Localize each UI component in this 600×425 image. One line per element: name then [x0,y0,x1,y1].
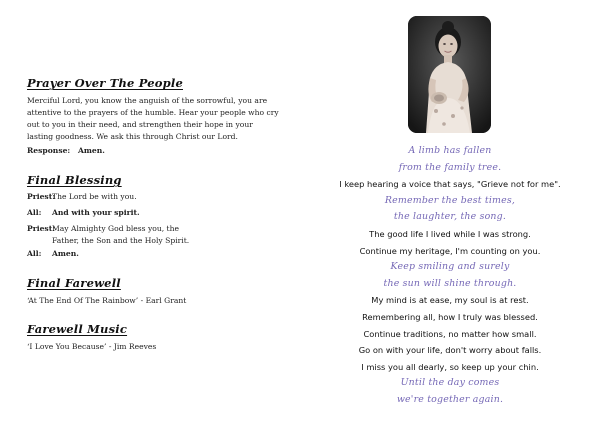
blessing-line-text: The Lord be with you. [52,192,137,201]
poem-line: The good life I lived while I was strong. [369,228,531,239]
blessing-line-label: All: [27,249,42,258]
portrait-image [408,16,491,133]
poem-line: Continue my heritage, I'm counting on you. [359,245,541,256]
blessing-line-text: And with your spirit. [52,208,140,217]
blessing-line-label: All: [27,208,42,217]
prayer-body: Merciful Lord, you know the anguish of the sorrowful, you are attentive to the prayers of the humble. Hear your people who cry out to you in their need, and strengthen their hope in your lasting goodness. We ask this through Christ our Lord. [27,96,279,141]
poem-line: from the family tree. [398,161,502,173]
poem [300,143,600,409]
poem-line: I keep hearing a voice that says, "Grieve not for me". [339,179,561,190]
blessing-line [27,191,279,203]
poem-line: Until the day comes [400,377,500,389]
poem-line: My mind is at ease, my soul is at rest. [371,295,529,306]
poem-line: Keep smiling and surely [390,261,510,273]
portrait-photo [408,16,491,133]
farewell-song: ‘At The End Of The Rainbow’ - Earl Grant [27,296,187,305]
poem-line: the laughter, the song. [393,211,507,223]
poem-line: we're together again. [396,393,504,405]
prayer-response [27,145,279,157]
music-heading: Farewell Music [27,322,128,336]
poem-line: Go on with your life, don't worry about falls. [358,345,542,356]
prayer-heading: Prayer Over The People [27,76,183,90]
poem-line: I miss you all dearly, so keep up your chin. [361,361,539,372]
farewell-heading: Final Farewell [27,276,121,290]
music-song: ‘I Love You Because’ - Jim Reeves [27,342,157,351]
poem-line: Remembering all, how I truly was blessed. [362,311,538,322]
blessing-line [27,223,207,247]
poem-line: A limb has fallen [408,145,492,156]
blessing-line [27,248,279,260]
poem-line: Remember the best times, [384,194,516,206]
poem-line: Continue traditions, no matter how small. [363,328,537,339]
blessing-heading: Final Blessing [27,173,122,187]
response-label: Response: [27,146,71,155]
poem-line: the sun will shine through. [383,277,517,289]
blessing-line-text: Amen. [52,249,79,258]
response-text: Amen. [78,146,105,155]
blessing-line-label: Priest: [27,224,56,233]
blessing-line-label: Priest: [27,192,56,201]
blessing-line [27,207,279,219]
blessing-line-text: May Almighty God bless you, the Father, the Son and the Holy Spirit. [52,224,190,245]
